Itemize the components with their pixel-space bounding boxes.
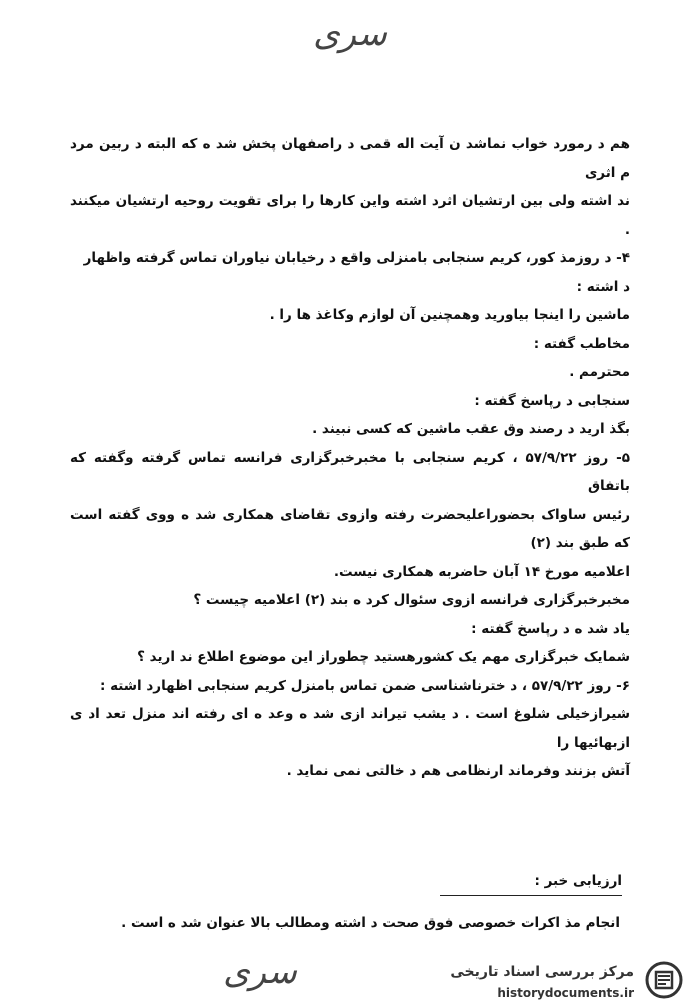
body-line: مخاطب گفته : [533,335,630,352]
body-line: د اشته : [576,278,630,295]
body-line: رئیس ساواک بحضوراعلیحضرت رفته وازوی تقاضای همکاری شد ه ووی گفته است که طبق بند (۲) [70,506,630,551]
body-line: سنجابی د رپاسخ گفته : [474,392,630,409]
watermark-name: مرکز بررسی اسناد تاریخی [450,964,634,980]
body-line: شیرازخیلی شلوغ است . د یشب تیراند ازی شد ه وعد ه ای رفته اند منزل تعد اد ی ازبهائیها را [70,706,630,751]
body-line: مخبرخبرگزاری فرانسه ازوی سئوال کرد ه بند (۲) اعلامیه چیست ؟ [193,592,630,608]
body-line: هم د رمورد خواب نماشد ن آیت اله قمی د راصفهان پخش شد ه که البته د ربین مرد م اثری [70,136,630,181]
archive-logo-icon [644,960,684,1000]
evaluation-label: ارزیابی خبر : [534,873,622,889]
body-line: بگذ ارید د رصند وق عقب ماشین که کسی نبیند . [312,421,630,437]
classification-stamp-top: سری [313,14,387,54]
evaluation-text: انجام مذ اکرات خصوصی فوق صحت د اشته ومطالب بالا عنوان شد ه است . [121,915,620,931]
body-line: یاد شد ه د رپاسخ گفته : [471,620,630,637]
body-line: اعلامیه مورخ ۱۴ آبان حاضربه همکاری نیست. [333,563,630,580]
body-line: ۵- روز ۵۷/۹/۲۲ ، کریم سنجابی با مخبرخبرگزاری فرانسه تماس گرفته وگفته که باتفاق [70,449,630,494]
body-line: ۶- روز ۵۷/۹/۲۲ ، د خترناشناسی ضمن تماس بامنزل کریم سنجابی اظهارد اشته : [99,677,630,694]
body-line: محترمم . [569,364,630,380]
body-line: ماشین را اینجا بیاورید وهمچنین آن لوازم وکاغذ ها را . [269,307,630,323]
watermark-url: historydocuments.ir [497,986,634,1000]
body-line: آتش بزنند وفرماند ارنظامی هم د خالتی نمی نماید . [286,763,630,779]
body-line: ند اشته ولی بین ارتشیان اثرد اشته واین کارها را برای تقویت روحیه ارتشیان میکنند . [70,193,630,238]
body-line: ۴- د روزمذ کور، کریم سنجابی بامنزلی واقع د رخیابان نیاوران تماس گرفته واظهار [83,250,630,266]
body-line: شمایک خبرگزاری مهم یک کشورهستید چطوراز این موضوع اطلاع ند ارید ؟ [137,649,630,665]
site-watermark [420,966,690,1000]
evaluation-underline [440,895,622,896]
report-body [70,130,630,786]
classification-stamp-bottom: سری [223,952,297,992]
